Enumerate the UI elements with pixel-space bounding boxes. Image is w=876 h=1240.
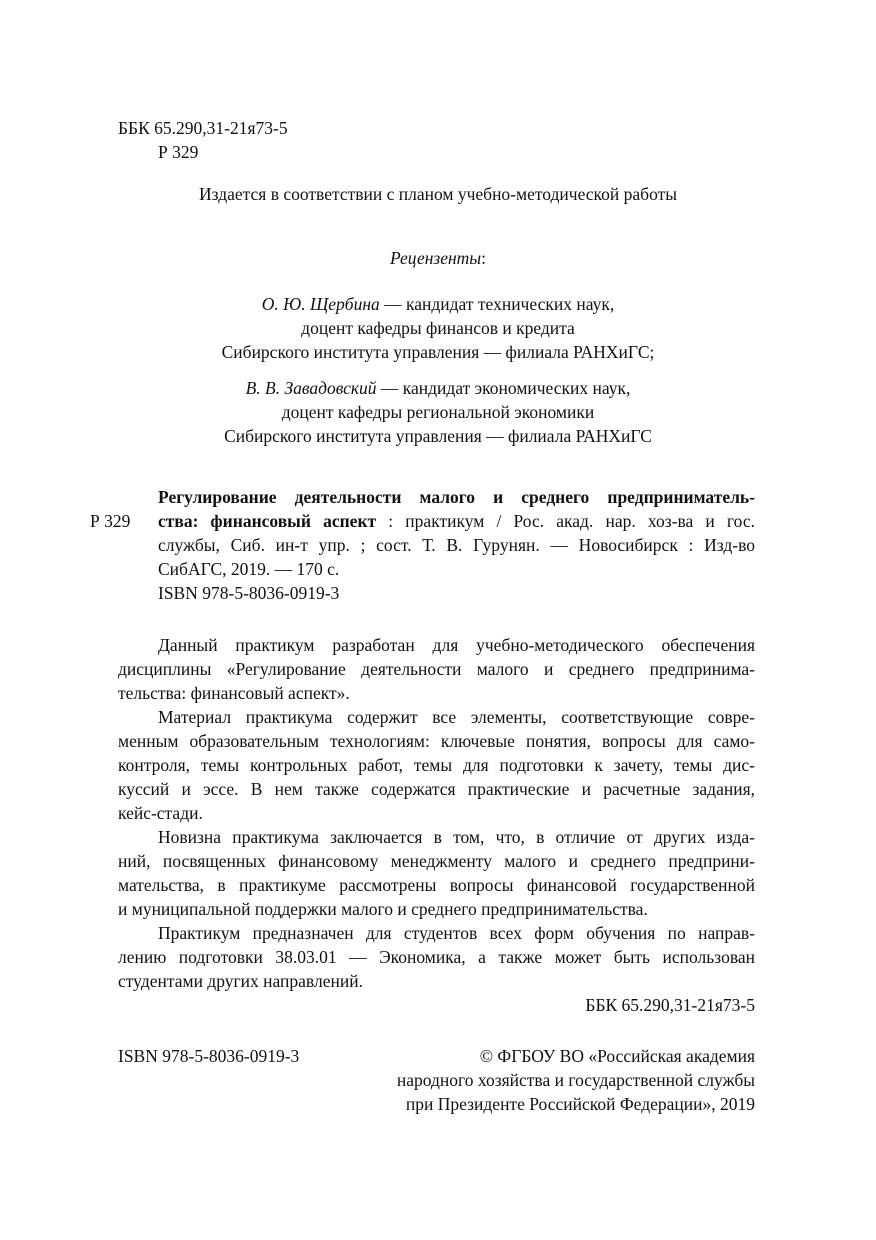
- reviewer-2: [0, 376, 876, 448]
- copyright-line-2: народного хозяйства и государственной службы: [396, 1070, 755, 1090]
- paragraph-line: куссий и эссе. В нем также содержатся практические и расчетные задания,: [118, 779, 755, 799]
- reviewer-1-institution: Сибирского института управления — филиала РАНХиГС;: [221, 342, 655, 362]
- reviewers-heading-colon: :: [481, 248, 487, 268]
- copyright-line-1: © ФГБОУ ВО «Российская академия: [479, 1046, 755, 1066]
- annotation-paragraph-1: [118, 633, 755, 705]
- paragraph-line: тельства: финансовый аспект».: [118, 683, 350, 703]
- author-mark: Р 329: [158, 142, 199, 162]
- book-type: : практикум / Рос. акад. нар. хоз-ва и гос.: [376, 511, 756, 531]
- paragraph-line: Практикум предназначен для студентов всех форм обучения по направ-: [158, 923, 755, 943]
- paragraph-line: менным образовательным технологиям: ключевые понятия, вопросы для само-: [118, 731, 755, 751]
- reviewer-2-name: В. В. Завадовский: [245, 378, 377, 398]
- book-pages-line: СибАГС, 2019. — 170 с.: [158, 559, 340, 579]
- paragraph-line: студентами других направлений.: [118, 971, 363, 991]
- reviewer-1-position: доцент кафедры финансов и кредита: [301, 318, 575, 338]
- reviewers-heading: [0, 246, 876, 270]
- paragraph-line: ний, посвященных финансовому менеджменту малого и среднего предприни-: [118, 851, 755, 871]
- reviewer-2-institution: Сибирского института управления — филиала РАНХиГС: [224, 426, 652, 446]
- publication-note: Издается в соответствии с планом учебно-методической работы: [198, 184, 678, 204]
- book-publisher-line: службы, Сиб. ин-т упр. ; сост. Т. В. Гурунян. — Новосибирск : Изд-во: [158, 535, 755, 555]
- annotation-paragraph-4: [118, 921, 755, 993]
- bibliography-author-mark: Р 329: [90, 511, 131, 531]
- book-isbn: ISBN 978-5-8036-0919-3: [158, 583, 340, 603]
- annotation: [118, 633, 755, 1017]
- copyright-line-3: при Президенте Российской Федерации», 2019: [405, 1094, 755, 1114]
- reviewer-2-position: доцент кафедры региональной экономики: [281, 402, 595, 422]
- annotation-bbk: ББК 65.290,31-21я73-5: [585, 995, 755, 1015]
- reviewer-1-name: О. Ю. Щербина: [261, 294, 380, 314]
- paragraph-line: Данный практикум разработан для учебно-методического обеспечения: [158, 635, 755, 655]
- annotation-paragraph-2: [118, 705, 755, 825]
- paragraph-line: контроля, темы контрольных работ, темы для подготовки к зачету, темы дис-: [118, 755, 755, 775]
- paragraph-line: Новизна практикума заключается в том, что, в отличие от других изда-: [158, 827, 755, 847]
- paragraph-line: Материал практикума содержит все элементы, соответствующие совре-: [158, 707, 755, 727]
- paragraph-line: дисциплины «Регулирование деятельности малого и среднего предпринима-: [118, 659, 755, 679]
- paragraph-line: кейс-стади.: [118, 803, 203, 823]
- copyright-notice: [397, 1044, 755, 1116]
- book-title-line-1: Регулирование деятельности малого и среднего предприниматель-: [158, 487, 755, 507]
- footer-isbn: ISBN 978-5-8036-0919-3: [118, 1046, 300, 1066]
- reviewer-2-degree: — кандидат экономических наук,: [376, 378, 631, 398]
- reviewers-heading-text: Рецензенты: [389, 248, 482, 268]
- bbk-classification: ББК 65.290,31-21я73-5: [118, 118, 288, 138]
- paragraph-line: лению подготовки 38.03.01 — Экономика, а также может быть использован: [118, 947, 755, 967]
- paragraph-line: мательства, в практикуме рассмотрены вопросы финансовой государственной: [118, 875, 755, 895]
- book-title-line-2: [158, 509, 755, 533]
- paragraph-line: и муниципальной поддержки малого и среднего предпринимательства.: [118, 899, 648, 919]
- annotation-paragraph-3: [118, 825, 755, 921]
- bibliographic-record: [158, 485, 755, 605]
- reviewer-1-line-1: [0, 292, 876, 316]
- book-title-end: ства: финансовый аспект: [158, 511, 377, 531]
- reviewer-1: [0, 292, 876, 364]
- reviewer-2-line-1: [0, 376, 876, 400]
- reviewer-1-degree: — кандидат технических наук,: [379, 294, 615, 314]
